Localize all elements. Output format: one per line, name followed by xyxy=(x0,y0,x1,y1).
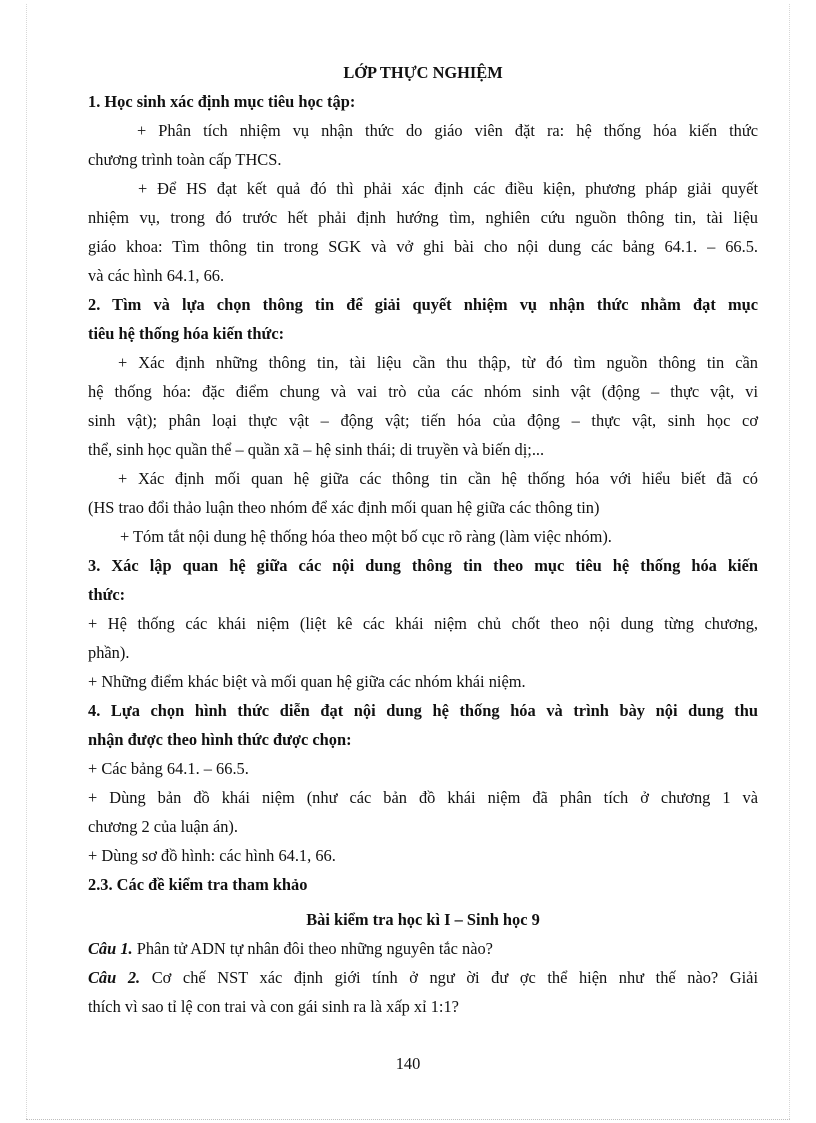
section-2-heading-line-2: tiêu hệ thống hóa kiến thức: xyxy=(88,324,285,343)
question-2-label: Câu 2. xyxy=(88,968,141,987)
section-2-paragraph-2-line-2: (HS trao đổi thảo luận theo nhóm để xác định mối quan hệ giữa các thông tin) xyxy=(88,498,600,517)
question-1-text: Phân tử ADN tự nhân đôi theo những nguyên tắc nào? xyxy=(132,939,493,958)
section-2-paragraph-1-line-4: thể, sinh học quần thể – quần xã – hệ sinh thái; di truyền và biến dị;... xyxy=(88,440,545,459)
question-2-line-1 xyxy=(88,963,758,992)
section-2-paragraph-3-line-1: + Tóm tắt nội dung hệ thống hóa theo một bố cục rõ ràng (làm việc nhóm). xyxy=(120,527,612,546)
section-2-heading-line-1: 2. Tìm và lựa chọn thông tin để giải quyết nhiệm vụ nhận thức nhằm đạt mục xyxy=(88,295,758,314)
document-title: LỚP THỰC NGHIỆM xyxy=(343,63,503,82)
section-3-paragraph-2-line-1: + Những điểm khác biệt và mối quan hệ giữa các nhóm khái niệm. xyxy=(88,672,526,691)
section-3-paragraph-1-line-1: + Hệ thống các khái niệm (liệt kê các khái niệm chủ chốt theo nội dung từng chương, xyxy=(88,614,758,633)
section-4-paragraph-3-line-1: + Dùng sơ đồ hình: các hình 64.1, 66. xyxy=(88,846,336,865)
section-2-paragraph-1-line-3: sinh vật); phân loại thực vật – động vật; tiến hóa của động – thực vật, sinh học cơ xyxy=(88,411,758,430)
section-2-paragraph-2-line-1: + Xác định mối quan hệ giữa các thông tin cần hệ thống hóa với hiểu biết đã có xyxy=(118,469,758,488)
section-1-paragraph-2-line-3: giáo khoa: Tìm thông tin trong SGK và vở ghi bài cho nội dung các bảng 64.1. – 66.5. xyxy=(88,237,758,256)
section-3-heading-line-1: 3. Xác lập quan hệ giữa các nội dung thông tin theo mục tiêu hệ thống hóa kiến xyxy=(88,556,758,575)
exam-title: Bài kiểm tra học kì I – Sinh học 9 xyxy=(306,910,540,929)
section-3-heading-line-2: thức: xyxy=(88,585,126,604)
page-left-margin-guide xyxy=(26,4,27,1119)
section-1-paragraph-1-line-1: + Phân tích nhiệm vụ nhận thức do giáo viên đặt ra: hệ thống hóa kiến thức xyxy=(137,121,758,140)
section-1-paragraph-2-line-1: + Để HS đạt kết quả đó thì phải xác định các điều kiện, phương pháp giải quyết xyxy=(138,179,758,198)
section-4-heading-line-2: nhận được theo hình thức được chọn: xyxy=(88,730,352,749)
page-bottom-margin-guide xyxy=(26,1119,790,1120)
question-2-text-line-1: Cơ chế NST xác định giới tính ở ngư ời đư ợc thể hiện như thế nào? Giải xyxy=(140,968,759,987)
section-2-paragraph-1-line-2: hệ thống hóa: đặc điểm chung và vai trò của các nhóm sinh vật (động – thực vật, vi xyxy=(88,382,758,401)
section-2-paragraph-1-line-1: + Xác định những thông tin, tài liệu cần thu thập, từ đó tìm nguồn thông tin cần xyxy=(118,353,758,372)
section-4-paragraph-1-line-1: + Các bảng 64.1. – 66.5. xyxy=(88,759,249,778)
section-3-paragraph-1-line-2: phần). xyxy=(88,643,130,662)
question-1-label: Câu 1. xyxy=(88,939,133,958)
section-1-paragraph-2-line-4: và các hình 64.1, 66. xyxy=(88,266,225,285)
section-1-paragraph-2-line-2: nhiệm vụ, trong đó trước hết phải định hướng tìm, nghiên cứu nguồn thông tin, tài liệu xyxy=(88,208,758,227)
document-page xyxy=(88,58,758,1021)
page-right-margin-guide xyxy=(789,4,790,1119)
question-1-line xyxy=(88,934,758,963)
section-4-paragraph-2-line-2: chương 2 của luận án). xyxy=(88,817,238,836)
section-4-heading-line-1: 4. Lựa chọn hình thức diễn đạt nội dung hệ thống hóa và trình bày nội dung thu xyxy=(88,701,758,720)
section-1-paragraph-1-line-2: chương trình toàn cấp THCS. xyxy=(88,150,282,169)
question-2-line-2: thích vì sao tỉ lệ con trai và con gái sinh ra là xấp xỉ 1:1? xyxy=(88,997,459,1016)
section-1-heading: 1. Học sinh xác định mục tiêu học tập: xyxy=(88,92,356,111)
section-2-3-heading: 2.3. Các đề kiểm tra tham khảo xyxy=(88,875,308,894)
section-4-paragraph-2-line-1: + Dùng bản đồ khái niệm (như các bản đồ khái niệm đã phân tích ở chương 1 và xyxy=(88,788,758,807)
page-number: 140 xyxy=(395,1054,421,1073)
